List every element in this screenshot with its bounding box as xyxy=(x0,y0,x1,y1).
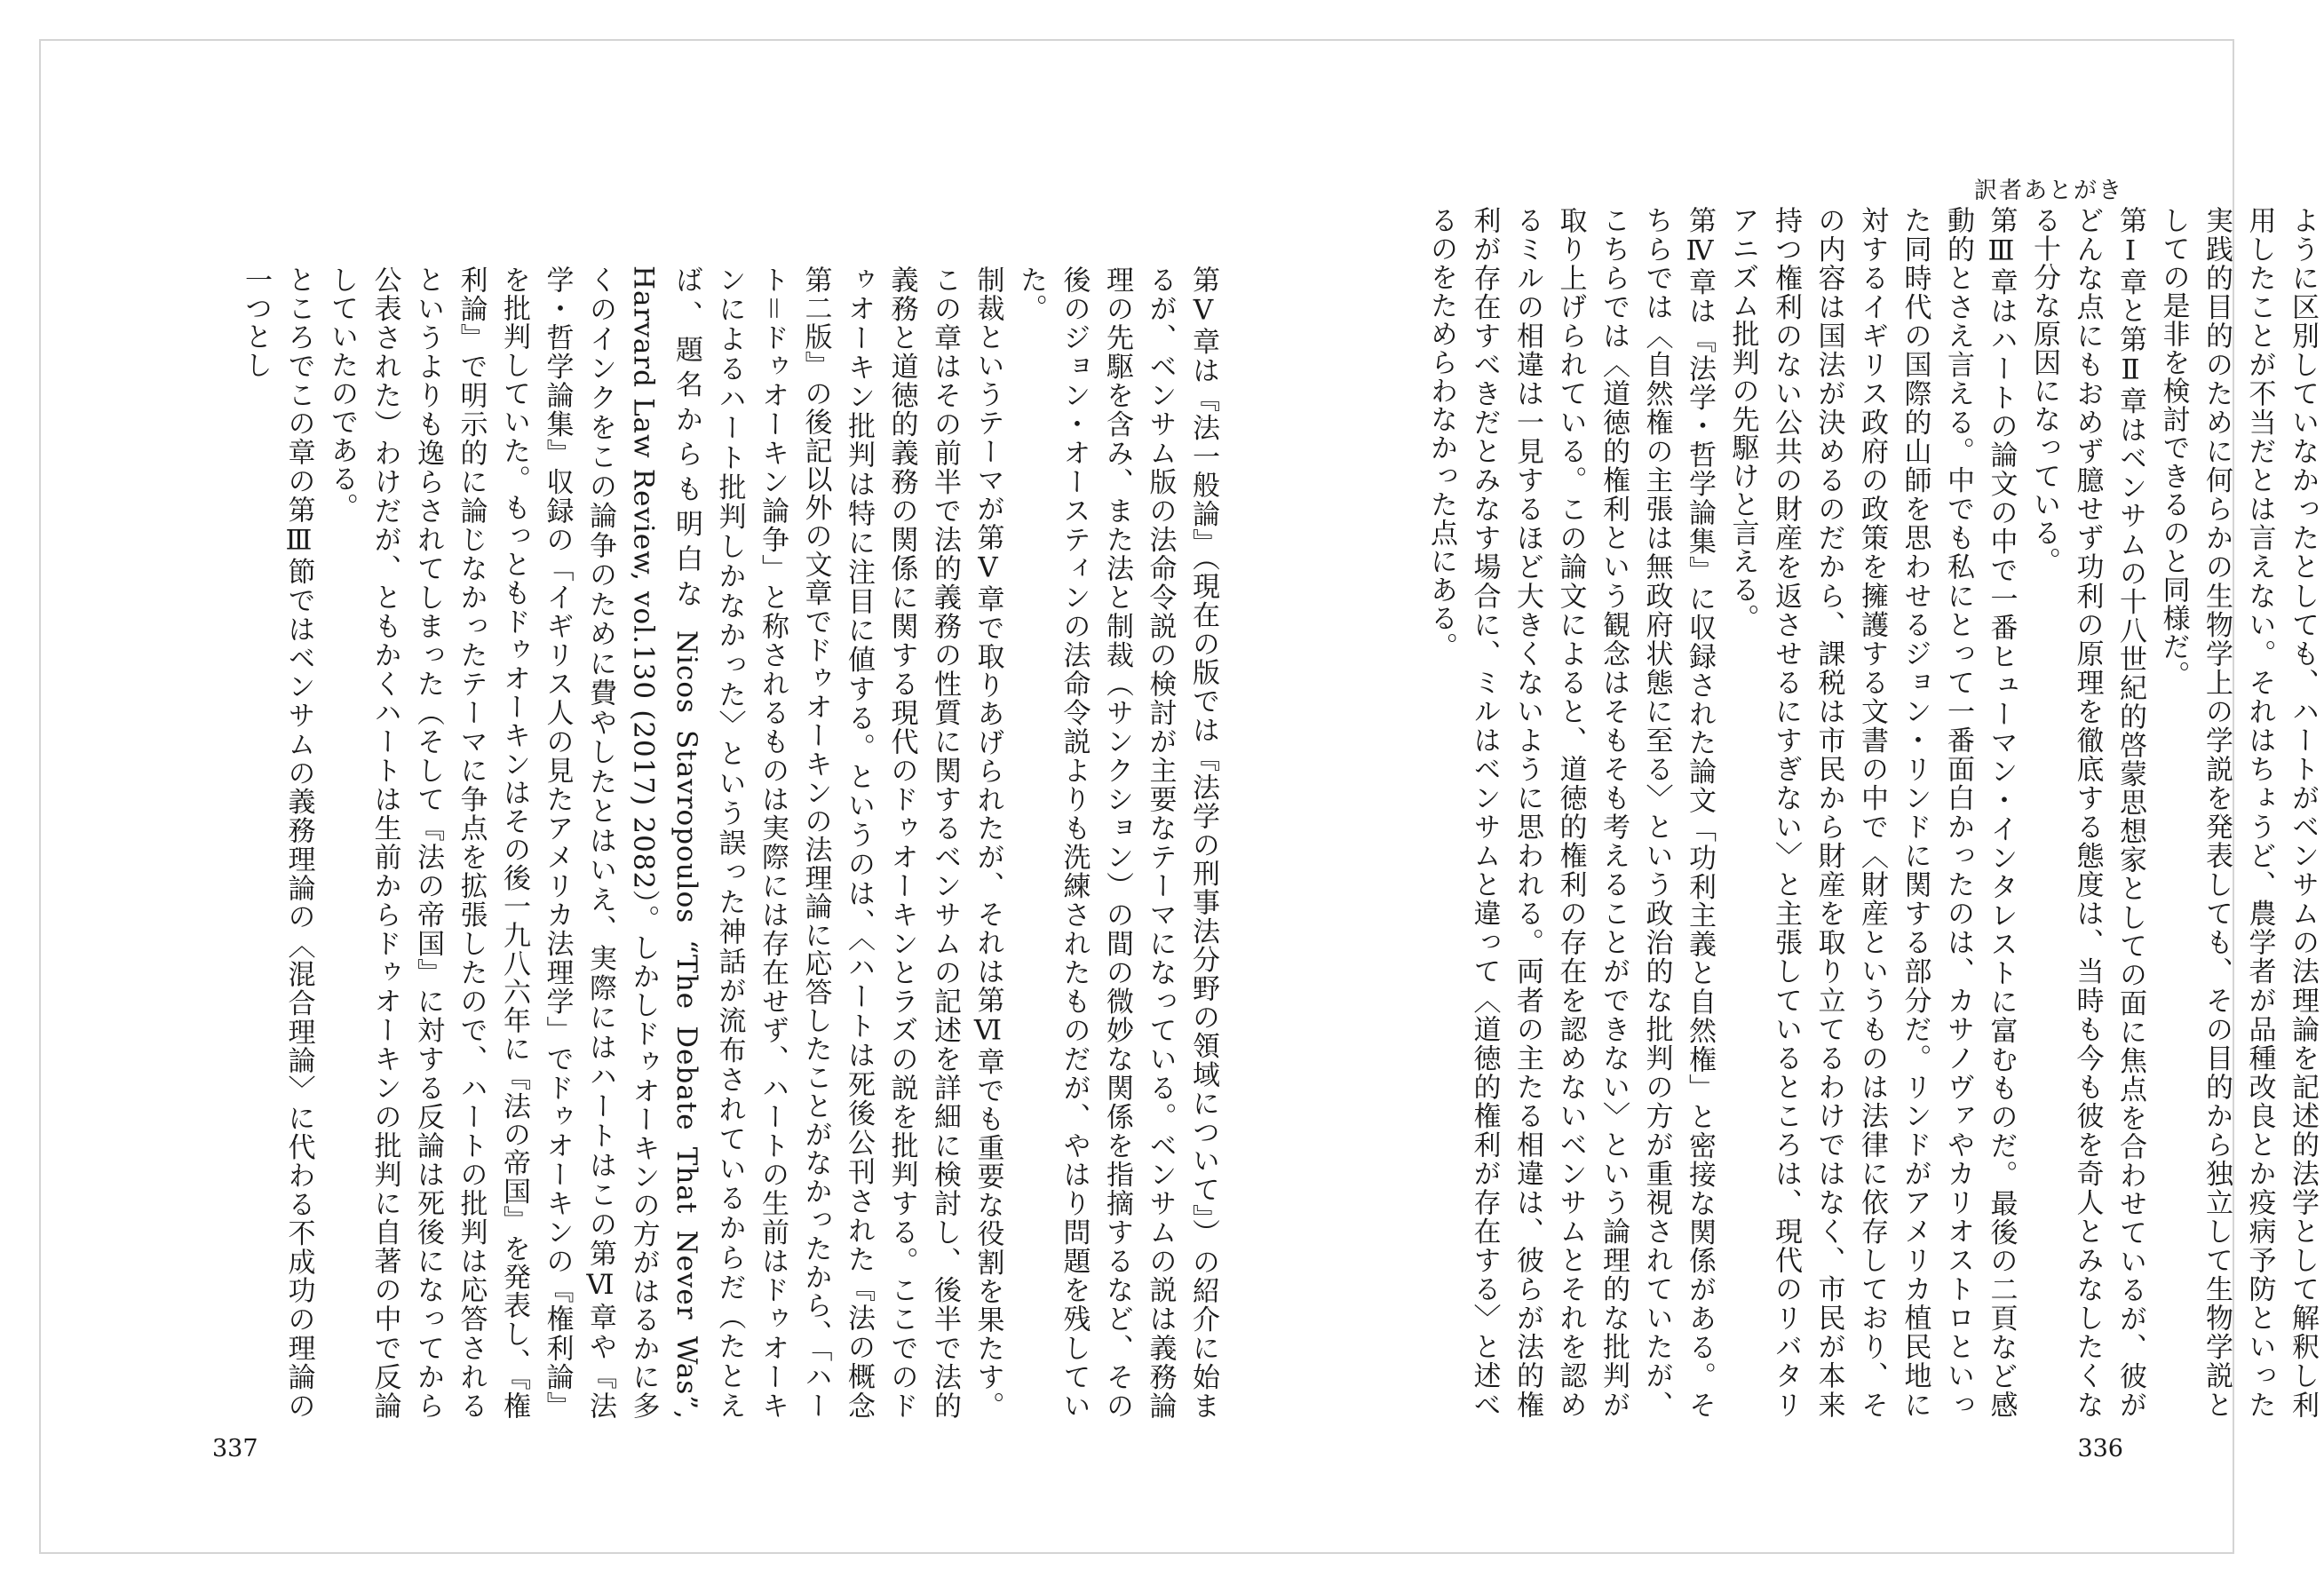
paragraph-chapter-3: 第Ⅲ章はハートの論文の中で一番ヒューマン・インタレストに富むものだ。最後の二頁など感動的とさえ言える。中でも私にとって一番面白かったのは、カサノヴァやカリオストロといった同時代の国際的山師を思わせるジョン・リンドに関する部分だ。リンドがアメリカ植民地に対するイギリス政府の政策を擁護する文書の中で〈財産というものは法律に依存しており、その内容は国法が決めるのだから、課税は市民から財産を取り立てるわけではなく、市民が本来持つ権利のない公共の財産を返させるにすぎない〉と主張しているところは、現代のリバタリアニズム批判の先駆けと言える。 xyxy=(1726,206,2018,1419)
paragraph-chapters-1-2: 第Ⅰ章と第Ⅱ章はベンサムの十八世紀的啓蒙思想家としての面に焦点を合わせているが、彼がどんな点にもおめず臆せず功利の原理を徹底する態度は、当時も今も彼を奇人とみなしたくなる十分な原因になっている。 xyxy=(2028,206,2146,1419)
page-337 xyxy=(39,39,1219,1554)
running-head: 訳者あとがき xyxy=(1973,178,2123,204)
paragraph-chapter-5: 第Ⅴ章は『法一般論』（現在の版では『法学の刑事法分野の領域について』）の紹介に始まるが、ベンサム版の法命令説の検討が主要なテーマになっている。ベンサムの説は義務論理の先駆を含み、また法と制裁（サンクション）の間の微妙な関係を指摘するなど、その後のジョン・オースティンの法命令説よりも洗練されたものだが、やはり問題を残していた。 xyxy=(1015,266,1219,1420)
paragraph-continuation: ように区別していなかったとしても、ハートがベンサムの法理論を記述的法学として解釈し利用したことが不当だとは言えない。それはちょうど、農学者が品種改良とか疫病予防といった実践的目的のために何らかの生物学上の学説を発表しても、その目的から独立して生物学説としての是非を検討できるのと同様だ。 xyxy=(2157,206,2319,1419)
page-number-right: 336 xyxy=(2077,1435,2123,1462)
paragraph-chapter-4: 第Ⅳ章は『法学・哲学論集』に収録された論文「功利主義と自然権」と密接な関係がある。そちらでは〈自然権の主張は無政府状態に至る〉という政治的な批判の方が重視されていたが、こちらでは〈道徳的権利という観念はそもそも考えることができない〉という論理的な批判が取り上げられている。この論文によると、道徳的権利の存在を認めないベンサムとそれを認めるミルの相違は一見するほど大きくないように思われる。両者の主たる相違は、彼らが法的権利が存在すべきだとみなす場合に、ミルはベンサムと違って〈道徳的権利が存在する〉と述べるのをためらわなかった点にある。 xyxy=(1425,206,1716,1420)
body-text-right xyxy=(1321,206,2324,1419)
page-number-left: 337 xyxy=(212,1435,258,1462)
paragraph-section-3: ところでこの章の第Ⅲ節ではベンサムの義務理論の〈混合理論〉に代わる不成功の理論の一つとし xyxy=(240,266,315,1421)
paragraph-chapter-6: 制裁というテーマが第Ⅴ章で取りあげられたが、それは第Ⅵ章でも重要な役割を果たす。この章はその前半で法的義務の性質に関するベンサムの記述を詳細に検討し、後半で法的義務と道徳的義務の関係に関する現代のドゥオーキンとラズの説を批判する。ここでのドゥオーキン批判は特に注目に値する。というのは、〈ハートは死後公刊された『法の概念 第二版』の後記以外の文章でドゥオーキンの法理論に応答したことがなかったから、「ハート＝ドゥオーキン論争」と称されるものは実際には存在せず、ハートの生前はドゥオーキンによるハート批判しかなかった〉という誤った神話が流布されているからだ（たとえば、題名からも明白な Nicos Stavropoulos “The Debate That Never Was”, Harvard Law Review, vol.130 (2017) 2082）。しかしドゥオーキンの方がはるかに多くのインクをこの論争のために費やしたとはいえ、実際にはハートはこの第Ⅵ章や『法学・哲学論集』収録の「イギリス人の見たアメリカ法理学」でドゥオーキンの『権利論』を批判していた。もっともドゥオーキンはその後一九八六年に『法の帝国』を発表し、『権利論』で明示的に論じなかったテーマに争点を拡張したので、ハートの批判は応答されるというよりも逸らされてしまった（そして『法の帝国』に対する反論は死後になってから公表された）わけだが、ともかくハートは生前からドゥオーキンの批判に自著の中で反論していたのである。 xyxy=(326,266,1004,1448)
body-text-left xyxy=(212,266,1225,1448)
page-336 xyxy=(1137,39,2319,1554)
